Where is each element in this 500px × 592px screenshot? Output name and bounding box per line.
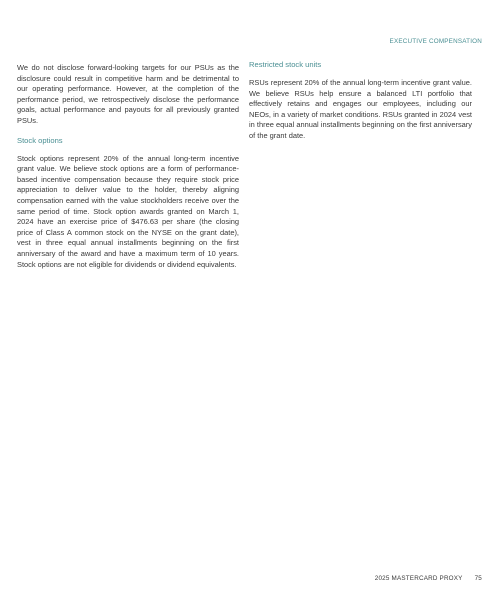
page-number: 75 [474,575,482,582]
document-name: 2025 MASTERCARD PROXY [374,575,463,582]
stock-options-heading: Stock options [17,135,63,145]
rsu-paragraph: RSUs represent 20% of the annual long-term incentive grant value. We believe RSUs help ensure a balanced LTI portfolio that effectively retains and engages our employees, including our NEOs, in a variety of market conditions. RSUs granted in 2024 vest in three equal annual installments beginning on the first anniversary of the grant date. [249,78,472,140]
page-footer [375,575,482,582]
rsu-heading: Restricted stock units [249,60,322,69]
section-header: EXECUTIVE COMPENSATION [389,38,482,45]
left-column [17,63,239,279]
psu-disclosure-paragraph: We do not disclose forward-looking targets for our PSUs as the disclosure could result in competitive harm and be detrimental to our operating performance. However, at the completion of the performance period, we retrospectively disclose the performance goals, actual performance and payouts for all previously granted PSUs. [17,63,239,125]
right-column [249,60,472,151]
stock-options-paragraph: Stock options represent 20% of the annual long-term incentive grant value. We believe stock options are a form of performance-based incentive compensation because they require stock price appreciation to deliver value to the holder, thereby aligning compensation earned with the value stockholders receive over the same period of time. Stock option awards granted on March 1, 2024 have an exercise price of $476.63 per share (the closing price of Class A common stock on the NYSE on the grant date), vest in three equal annual installments beginning on the first anniversary of the award and have a maximum term of 10 years. Stock options are not eligible for dividends or dividend equivalents. [17,153,239,269]
